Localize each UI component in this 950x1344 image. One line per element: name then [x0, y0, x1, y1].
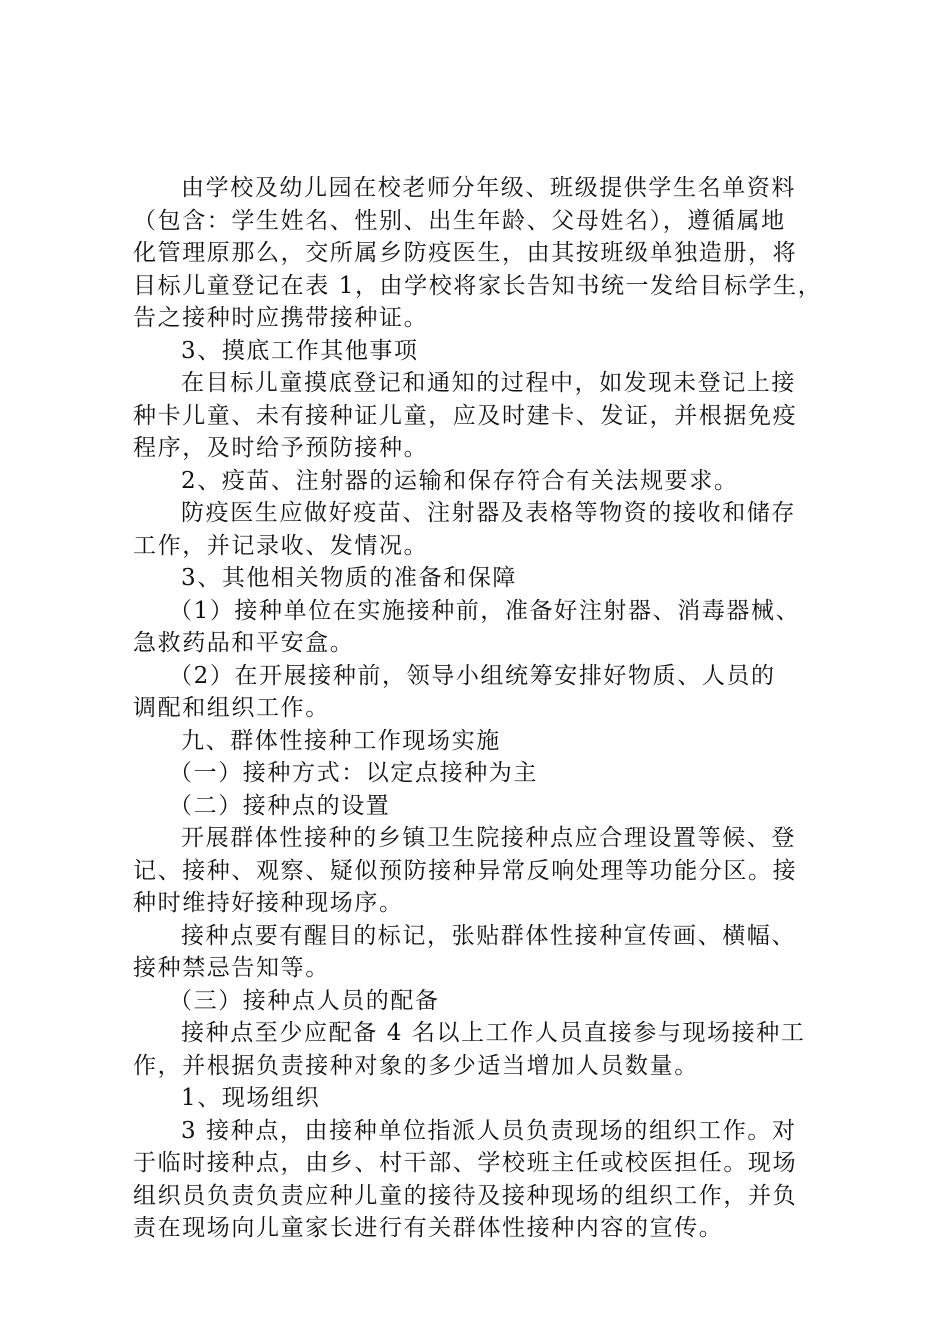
paragraph-line: 记、接种、观察、疑似预防接种异常反响处理等功能分区。接 [133, 857, 798, 884]
paragraph-line: 在目标儿童摸底登记和通知的过程中，如发现未登记上接 [181, 370, 796, 396]
paragraph-line: 于临时接种点，由乡、村干部、学校班主任或校医担任。现场 [133, 1150, 798, 1176]
paragraph-line: 种时维持好接种现场序。 [133, 890, 404, 916]
section-heading: 九、群体性接种工作现场实施 [181, 727, 501, 754]
paragraph-line: 目标儿童登记在表 1，由学校将家长告知书统一发给目标学生， [133, 272, 823, 299]
paragraph-line: 责在现场向儿童家长进行有关群体性接种内容的宣传。 [133, 1215, 724, 1241]
list-item-line: 急救药品和平安盒。 [133, 630, 355, 656]
section-heading: 2、疫苗、注射器的运输和保存符合有关法规要求。 [181, 467, 739, 494]
paragraph-line: 程序，及时给予预防接种。 [133, 435, 429, 461]
list-item-line: （2）在开展接种前，领导小组统筹安排好物质、人员的 [169, 662, 776, 689]
paragraph-line: 由学校及幼儿园在校老师分年级、班级提供学生名单资料 [181, 175, 796, 201]
paragraph-line: 组织员负责负责应种儿童的接待及接种现场的组织工作，并负 [133, 1182, 798, 1209]
paragraph-line: 告之接种时应携带接种证。 [133, 305, 429, 331]
paragraph-line: 接种点要有醒目的标记，张贴群体性接种宣传画、横幅、 [181, 922, 796, 949]
subsection-heading: （二）接种点的设置 [169, 792, 391, 819]
paragraph-line: 防疫医生应做好疫苗、注射器及表格等物资的接收和储存 [181, 500, 796, 526]
section-heading: 3、摸底工作其他事项 [181, 337, 419, 364]
list-item-line: 调配和组织工作。 [133, 695, 330, 721]
list-item-line: （1）接种单位在实施接种前，准备好注射器、消毒器械、 [169, 597, 801, 624]
paragraph-line: 作，并根据负责接种对象的多少适当增加人员数量。 [133, 1052, 699, 1079]
section-heading: 3、其他相关物质的准备和保障 [181, 565, 518, 591]
paragraph-line: 工作，并记录收、发情况。 [133, 532, 429, 559]
paragraph-line: 3 接种点，由接种单位指派人员负责现场的组织工作。对 [181, 1117, 797, 1144]
paragraph-line: （包含：学生姓名、性别、出生年龄、父母姓名），遵循属地 [133, 207, 786, 234]
paragraph-line: 种卡儿童、未有接种证儿童，应及时建卡、发证，并根据免疫 [133, 402, 798, 429]
subsection-heading: （一）接种方式：以定点接种为主 [169, 760, 538, 786]
document-body [133, 172, 833, 1245]
section-heading: 1、现场组织 [181, 1085, 321, 1111]
paragraph-line: 化管理原那么，交所属乡防疫医生，由其按班级单独造册，将 [133, 240, 798, 266]
paragraph-line: 接种禁忌告知等。 [133, 955, 330, 981]
subsection-heading: （三）接种点人员的配备 [169, 987, 440, 1014]
paragraph-line: 开展群体性接种的乡镇卫生院接种点应合理设置等候、登 [181, 825, 796, 851]
paragraph-line: 接种点至少应配备 4 名以上工作人员直接参与现场接种工 [181, 1020, 806, 1046]
